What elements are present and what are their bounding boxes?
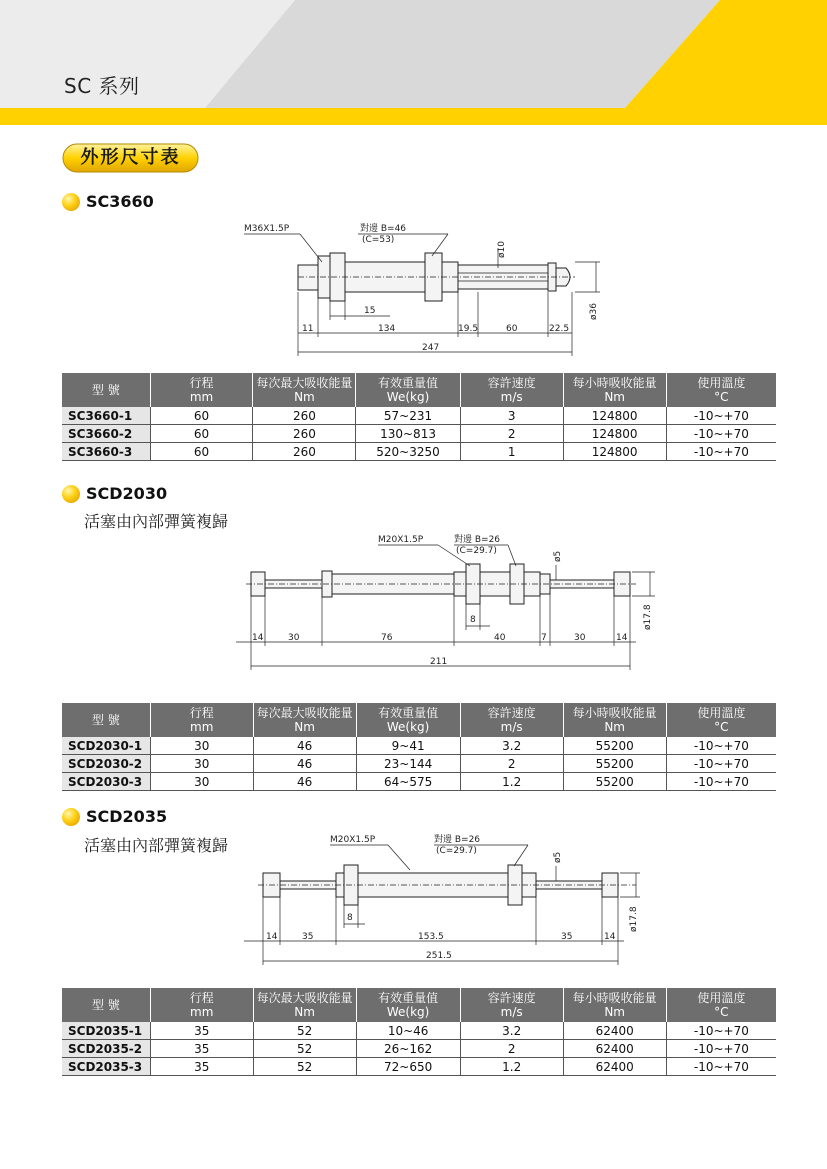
dimension-label: 22.5 [549,324,570,334]
dimension-label: 211 [430,657,448,667]
column-header [666,373,776,407]
spec-table-scd2030 [62,703,776,791]
table-cell: 9~41 [356,737,460,755]
column-header-text: 有效重量值 [378,991,439,1005]
dimension-label: 35 [302,932,314,942]
column-header [62,373,150,407]
table-row [62,773,776,791]
dimension-label: (C=29.7) [456,546,497,556]
table-cell: 46 [253,737,356,755]
table-cell: 46 [253,755,356,773]
column-header [563,703,666,737]
dimension-line [388,845,410,870]
table-cell: 520~3250 [356,443,460,461]
model-heading-sc3660 [62,192,154,211]
table-cell: 52 [253,1022,356,1040]
table-cell: 23~144 [356,755,460,773]
model-name: SCD2030 [86,484,168,503]
column-header-text: 每次最大吸收能量 [256,376,353,390]
table-cell: 60 [150,425,253,443]
table-cell: 55200 [563,773,666,791]
column-header [62,988,150,1022]
table-cell: -10~+70 [666,1058,776,1076]
part-outline [480,572,510,596]
model-subtitle: 活塞由內部彈簧複歸 [84,512,229,531]
dimension-label: 對邊 B=26 [454,535,501,545]
dimension-drawing-scd2030 [230,528,660,673]
table-cell: 64~575 [356,773,460,791]
table-cell: -10~+70 [666,1040,776,1058]
column-header [150,703,253,737]
table-row [62,1058,776,1076]
table-cell: 124800 [563,425,666,443]
dimension-label: 60 [506,324,518,334]
dimension-label: 7 [541,633,547,643]
column-header-text: °C [714,1005,729,1019]
column-header-text: 行程 [189,706,214,720]
column-header-text: 容許速度 [487,376,536,390]
table-cell: 1.2 [460,773,563,791]
dimension-label: 251.5 [426,951,452,961]
model-name: SC3660 [86,192,154,211]
model-number-cell: SC3660-1 [62,407,150,425]
dimension-label: ø5 [553,550,563,562]
column-header-text: 容許速度 [487,991,536,1005]
column-header [356,703,460,737]
column-header-text: We(kg) [386,720,430,734]
dimension-label: 40 [494,633,506,643]
dimension-label: (C=29.7) [436,846,477,856]
column-header [460,703,563,737]
model-subtitle: 活塞由內部彈簧複歸 [84,836,229,855]
table-cell: 1.2 [460,1058,563,1076]
table-cell: 55200 [563,737,666,755]
column-header-text: 型 號 [91,383,120,397]
dimension-label: 11 [302,324,314,334]
model-heading-scd2035 [62,807,167,826]
bullet-ball-icon [62,193,80,211]
table-cell: 35 [150,1022,253,1040]
dimension-label: ø10 [497,241,507,258]
model-number-cell: SC3660-3 [62,443,150,461]
column-header-text: °C [714,390,729,404]
table-row [62,1022,776,1040]
table-cell: 52 [253,1040,356,1058]
dimension-line [508,545,516,566]
dimension-label: 對邊 B=26 [434,835,481,845]
column-header-text: 有效重量值 [378,376,439,390]
dimension-label: M36X1.5P [244,224,290,234]
column-header-text: 使用溫度 [697,706,746,720]
column-header-text: 每小時吸收能量 [572,706,657,720]
table-cell: 30 [150,773,253,791]
table-cell: 26~162 [356,1040,460,1058]
column-header-text: Nm [604,1005,625,1019]
table-cell: 1 [460,443,563,461]
table-cell: 124800 [563,443,666,461]
dimension-label: M20X1.5P [378,535,424,545]
column-header-text: m/s [500,720,523,734]
column-header [666,703,776,737]
column-header [253,988,356,1022]
dimension-label: 30 [574,633,586,643]
dimension-label: 14 [266,932,278,942]
model-heading-scd2030 [62,484,167,503]
dimension-line [514,845,528,866]
column-header [460,988,563,1022]
column-header [563,373,666,407]
table-cell: 2 [460,425,563,443]
table-cell: -10~+70 [666,773,776,791]
model-number-cell: SCD2030-2 [62,755,150,773]
dimension-label: 8 [347,913,353,923]
table-cell: 3.2 [460,1022,563,1040]
dimension-label: (C=53) [362,235,395,245]
table-cell: 260 [253,407,356,425]
table-row [62,425,776,443]
column-header [460,373,563,407]
dimension-label: 對邊 B=46 [360,224,407,234]
dimension-label: 76 [381,633,393,643]
model-number-cell: SCD2035-3 [62,1058,150,1076]
column-header [150,373,253,407]
table-cell: 10~46 [356,1022,460,1040]
column-header [356,988,460,1022]
dimension-label: 30 [288,633,300,643]
spec-table-sc3660 [62,373,776,461]
dimension-label: 19.5 [458,324,479,334]
page-title: SC 系列 [64,74,140,98]
table-cell: 62400 [563,1040,666,1058]
table-cell: -10~+70 [666,407,776,425]
column-header-text: We(kg) [386,1005,430,1019]
dimension-label: 134 [378,324,396,334]
table-cell: 30 [150,737,253,755]
column-header-text: We(kg) [386,390,430,404]
column-header-text: Nm [294,1005,315,1019]
model-number-cell: SCD2035-1 [62,1022,150,1040]
column-header-text: Nm [604,720,625,734]
section-label: 外形尺寸表 [80,147,181,168]
table-cell: 55200 [563,755,666,773]
table-cell: -10~+70 [666,443,776,461]
table-cell: 60 [150,443,253,461]
dimension-label: 14 [252,633,264,643]
column-header-text: 使用溫度 [697,376,746,390]
table-cell: 60 [150,407,253,425]
table-row [62,737,776,755]
dimension-label: 153.5 [418,932,444,942]
dimension-label: ø5 [553,851,563,863]
dimension-label: 14 [604,932,616,942]
column-header-text: mm [190,1005,214,1019]
model-number-cell: SC3660-2 [62,425,150,443]
table-row [62,755,776,773]
dimension-label: ø36 [589,303,599,320]
column-header-text: m/s [500,1005,523,1019]
table-cell: 62400 [563,1022,666,1040]
column-header-text: 使用溫度 [697,991,746,1005]
table-cell: 62400 [563,1058,666,1076]
column-header-text: mm [190,720,214,734]
table-cell: 46 [253,773,356,791]
dimension-label: 14 [616,633,628,643]
column-header-text: 型 號 [91,713,120,727]
table-cell: 2 [460,1040,563,1058]
column-header [253,703,356,737]
model-number-cell: SCD2035-2 [62,1040,150,1058]
dimension-line [300,234,322,262]
bullet-ball-icon [62,808,80,826]
table-cell: 124800 [563,407,666,425]
column-header-text: 容許速度 [487,706,536,720]
model-number-cell: SCD2030-1 [62,737,150,755]
column-header [253,373,356,407]
table-cell: 72~650 [356,1058,460,1076]
table-cell: 3 [460,407,563,425]
table-cell: -10~+70 [666,1022,776,1040]
table-cell: 260 [253,425,356,443]
model-number-cell: SCD2030-3 [62,773,150,791]
dimension-label: ø17.8 [629,906,639,932]
table-cell: 3.2 [460,737,563,755]
column-header [666,988,776,1022]
column-header-text: 型 號 [91,998,120,1012]
dimension-label: 8 [470,615,476,625]
column-header-text: 行程 [189,376,214,390]
dimension-label: 35 [561,932,573,942]
table-cell: 52 [253,1058,356,1076]
model-name: SCD2035 [86,807,168,826]
table-cell: 2 [460,755,563,773]
table-cell: 30 [150,755,253,773]
column-header-text: 每小時吸收能量 [572,376,657,390]
dimension-label: 247 [422,343,440,353]
column-header-text: 行程 [189,991,214,1005]
column-header [150,988,253,1022]
column-header-text: m/s [500,390,523,404]
bullet-ball-icon [62,485,80,503]
table-row [62,1040,776,1058]
column-header-text: 每小時吸收能量 [572,991,657,1005]
table-cell: -10~+70 [666,755,776,773]
column-header [62,703,150,737]
dimension-label: M20X1.5P [330,835,376,845]
column-header-text: Nm [604,390,625,404]
header-banner [0,0,827,125]
column-header-text: Nm [294,720,315,734]
table-cell: 260 [253,443,356,461]
column-header-text: °C [714,720,729,734]
table-row [62,407,776,425]
column-header [356,373,460,407]
spec-table-scd2035 [62,988,776,1076]
column-header [563,988,666,1022]
table-cell: 35 [150,1040,253,1058]
column-header-text: 每次最大吸收能量 [256,991,353,1005]
dimension-label: ø17.8 [643,604,653,630]
column-header-text: 有效重量值 [378,706,439,720]
dimension-drawing-scd2035 [230,825,660,970]
table-cell: 35 [150,1058,253,1076]
dimension-drawing-sc3660 [230,220,610,360]
table-cell: 130~813 [356,425,460,443]
table-cell: -10~+70 [666,425,776,443]
column-header-text: Nm [294,390,315,404]
table-cell: -10~+70 [666,737,776,755]
end-cap [298,265,318,290]
table-row [62,443,776,461]
column-header-text: 每次最大吸收能量 [256,706,353,720]
column-header-text: mm [189,390,214,404]
dimension-label: 15 [364,306,376,316]
table-cell: 57~231 [356,407,460,425]
